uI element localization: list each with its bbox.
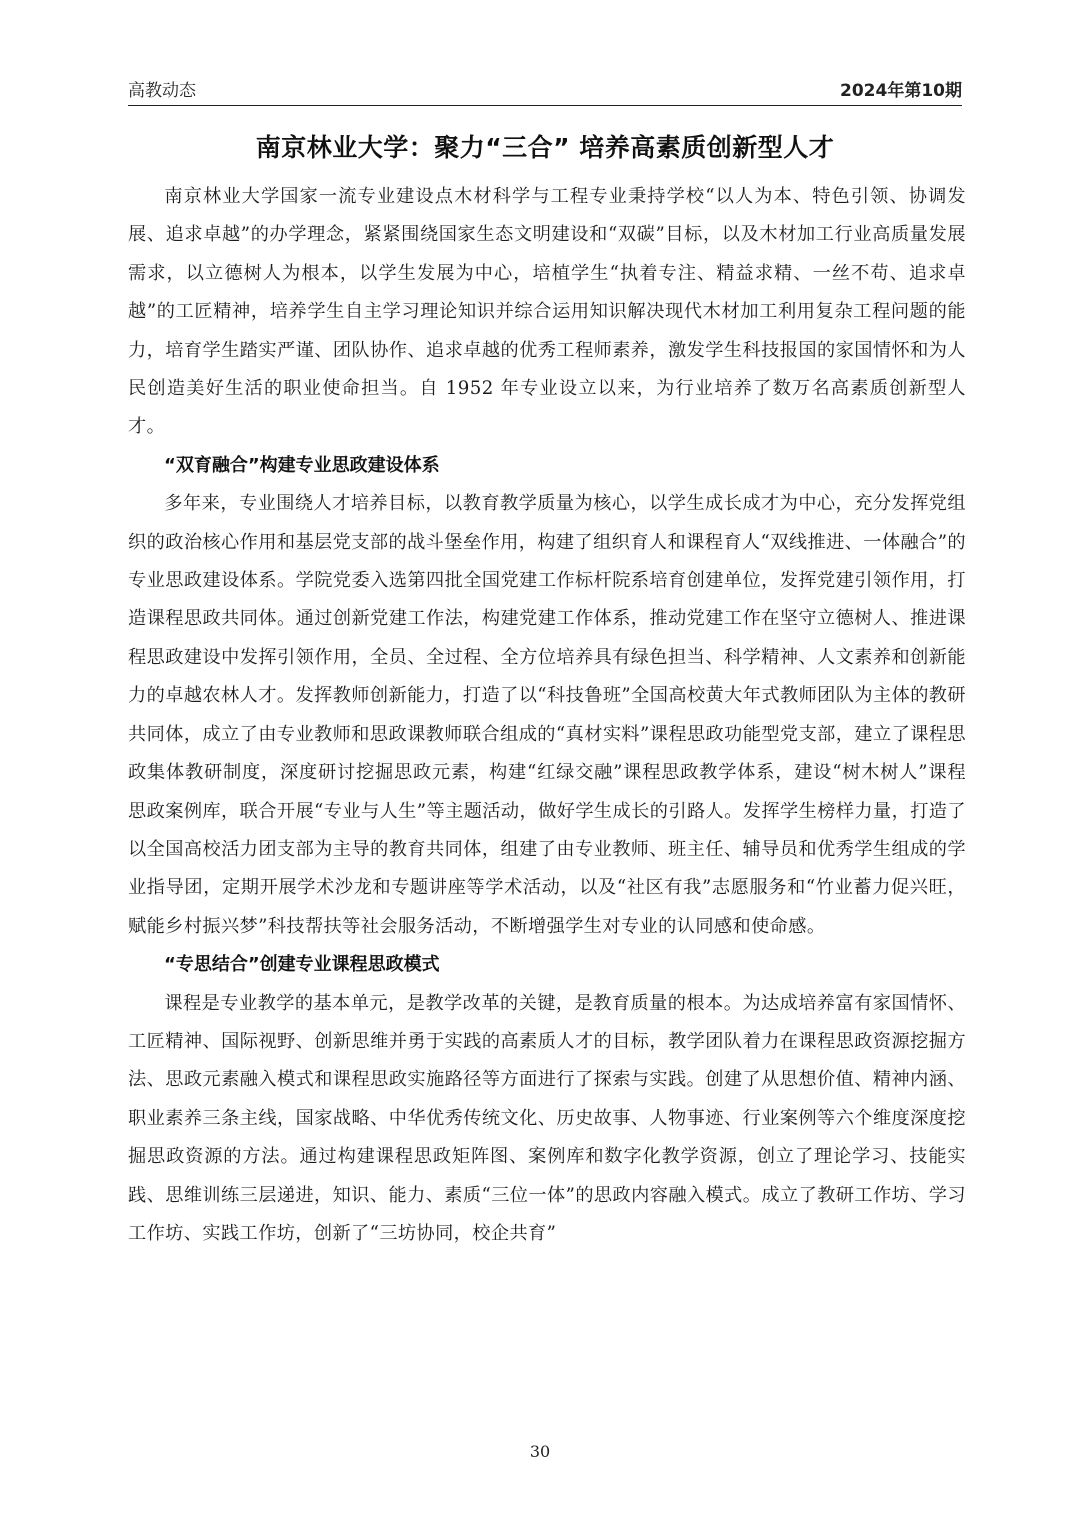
page-number: 30: [529, 1442, 551, 1461]
article-title: 南京林业大学：聚力“三合” 培养高素质创新型人才: [255, 133, 835, 162]
section-paragraph-1: 多年来，专业围绕人才培养目标，以教育教学质量为核心，以学生成长成才为中心，充分发挥党组织的政治核心作用和基层党支部的战斗堡垒作用，构建了组织育人和课程育人“双线推进、一体融合”的专业思政建设体系。学院党委入选第四批全国党建工作标杆院系培育创建单位，发挥党建引领作用，打造课程思政共同体。通过创新党建工作法，构建党建工作体系，推动党建工作在坚守立德树人、推进课程思政建设中发挥引领作用，全员、全过程、全方位培养具有绿色担当、科学精神、人文素养和创新能力的卓越农林人才。发挥教师创新能力，打造了以“科技鲁班”全国高校黄大年式教师团队为主体的教研共同体，成立了由专业教师和思政课教师联合组成的“真材实料”课程思政功能型党支部，建立了课程思政集体教研制度，深度研讨挖掘思政元素，构建“红绿交融”课程思政教学体系，建设“树木树人”课程思政案例库，联合开展“专业与人生”等主题活动，做好学生成长的引路人。发挥学生榜样力量，打造了以全国高校活力团支部为主导的教育共同体，组建了由专业教师、班主任、辅导员和优秀学生组成的学业指导团，定期开展学术沙龙和专题讲座等学术活动，以及“社区有我”志愿服务和“竹业蓄力促兴旺，赋能乡村振兴梦”科技帮扶等社会服务活动，不断增强学生对专业的认同感和使命感。: [128, 493, 966, 937]
issue-number: 2024年第10期: [840, 81, 962, 101]
running-header: [128, 74, 962, 106]
intro-paragraph: 南京林业大学国家一流专业建设点木材科学与工程专业秉持学校“以人为本、特色引领、协调发展、追求卓越”的办学理念，紧紧围绕国家生态文明建设和“双碳”目标，以及木材加工行业高质量发展需求，以立德树人为根本，以学生发展为中心，培植学生“执着专注、精益求精、一丝不苟、追求卓越”的工匠精神，培养学生自主学习理论知识并综合运用知识解决现代木材加工利用复杂工程问题的能力，培育学生踏实严谨、团队协作、追求卓越的优秀工程师素养，激发学生科技报国的家国情怀和为人民创造美好生活的职业使命担当。自 1952 年专业设立以来，为行业培养了数万名高素质创新型人才。: [128, 186, 966, 438]
section-paragraph-2: 课程是专业教学的基本单元，是教学改革的关键，是教育质量的根本。为达成培养富有家国情怀、工匠精神、国际视野、创新思维并勇于实践的高素质人才的目标，教学团队着力在课程思政资源挖掘方法、思政元素融入模式和课程思政实施路径等方面进行了探索与实践。创建了从思想价值、精神内涵、职业素养三条主线，国家战略、中华优秀传统文化、历史故事、人物事迹、行业案例等六个维度深度挖掘思政资源的方法。通过构建课程思政矩阵图、案例库和数字化教学资源，创立了理论学习、技能实践、思维训练三层递进，知识、能力、素质“三位一体”的思政内容融入模式。成立了教研工作坊、学习工作坊、实践工作坊，创新了“三坊协同，校企共育”: [128, 992, 966, 1244]
article-body: [128, 178, 966, 1253]
section-heading-1: “双育融合”构建专业思政建设体系: [164, 454, 440, 476]
journal-name: 高教动态: [128, 81, 196, 101]
section-heading-2: “专思结合”创建专业课程思政模式: [164, 954, 440, 976]
